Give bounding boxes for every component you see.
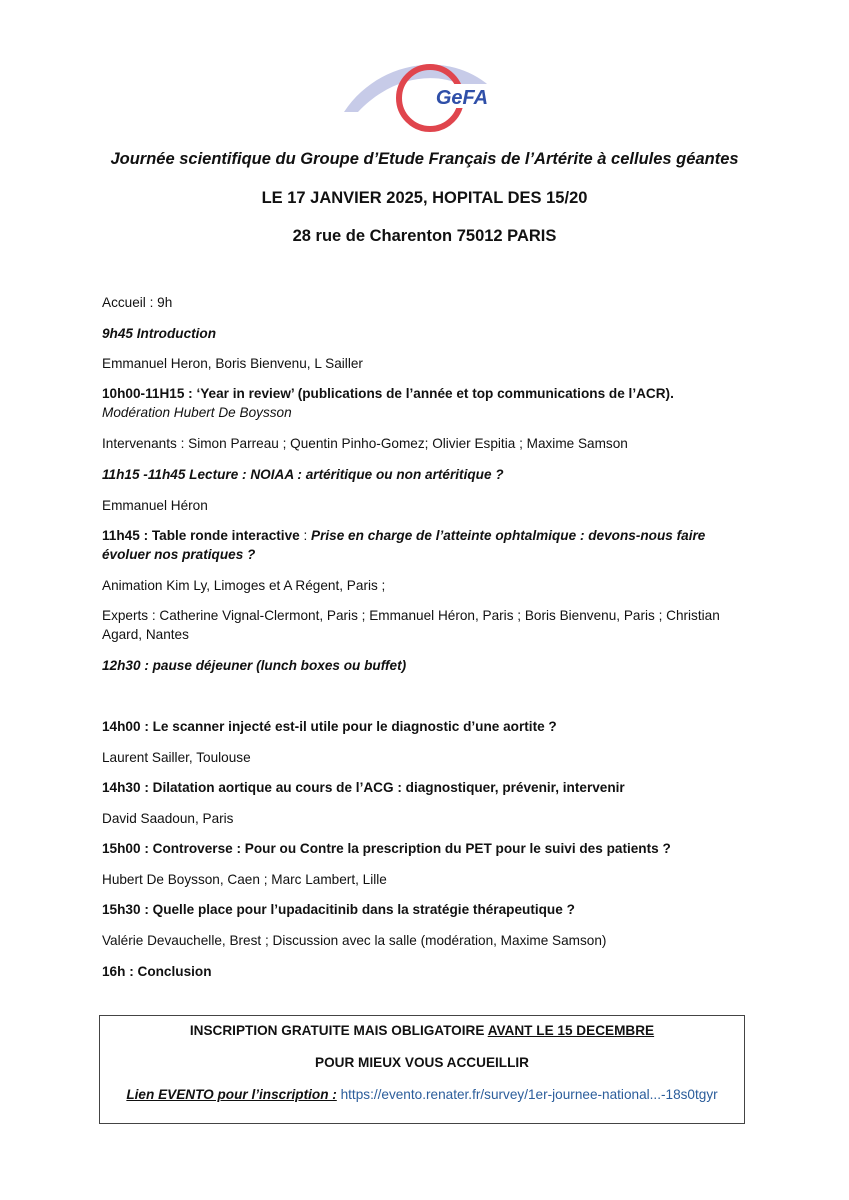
registration-link-line (100, 1087, 744, 1102)
registration-deadline: AVANT LE 15 DECEMBRE (487, 1023, 655, 1038)
scanner-speaker: Laurent Sailler, Toulouse (102, 750, 251, 765)
dilatation-session: 14h30 : Dilatation aortique au cours de l’ACG : diagnostiquer, prévenir, intervenir (102, 780, 625, 795)
roundtable-session (102, 526, 752, 545)
roundtable-prefix: 11h45 : Table ronde interactive (102, 528, 300, 543)
registration-link[interactable]: https://evento.renater.fr/survey/1er-journee-national...-18s0tgyr (340, 1087, 718, 1102)
roundtable-topic: Prise en charge de l’atteinte ophtalmique : devons-nous faire (311, 528, 706, 543)
welcome-time: Accueil : 9h (102, 295, 173, 310)
gefa-logo (340, 52, 505, 142)
roundtable-separator: : (299, 528, 312, 543)
upadacitinib-speakers: Valérie Devauchelle, Brest ; Discussion avec la salle (modération, Maxime Samson) (102, 933, 607, 948)
review-session: 10h00-11H15 : ‘Year in review’ (publications de l’année et top communications de l’ACR). (102, 386, 674, 401)
event-date-place: LE 17 JANVIER 2025, HOPITAL DES 15/20 (261, 189, 588, 207)
logo-text: GeFA (435, 87, 489, 109)
scanner-session: 14h00 : Le scanner injecté est-il utile pour le diagnostic d’une aortite ? (102, 719, 557, 734)
controversy-session: 15h00 : Controverse : Pour ou Contre la prescription du PET pour le suivi des patients ? (102, 841, 671, 856)
lecture-session: 11h15 -11h45 Lecture : NOIAA : artéritique ou non artéritique ? (102, 467, 504, 482)
intro-session: 9h45 Introduction (102, 326, 217, 341)
review-speakers: Intervenants : Simon Parreau ; Quentin Pinho-Gomez; Olivier Espitia ; Maxime Samson (102, 436, 628, 451)
registration-link-label: Lien EVENTO pour l’inscription : (126, 1087, 337, 1102)
registration-notice (100, 1023, 744, 1038)
dilatation-speaker: David Saadoun, Paris (102, 811, 234, 826)
event-title: Journée scientifique du Groupe d’Etude Français de l’Artérite à cellules géantes (110, 150, 739, 168)
registration-welcome: POUR MIEUX VOUS ACCUEILLIR (315, 1055, 529, 1070)
review-moderation: Modération Hubert De Boysson (102, 405, 292, 420)
controversy-speakers: Hubert De Boysson, Caen ; Marc Lambert, Lille (102, 872, 387, 887)
roundtable-experts-continued: Agard, Nantes (102, 627, 189, 642)
upadacitinib-session: 15h30 : Quelle place pour l’upadacitinib dans la stratégie thérapeutique ? (102, 902, 575, 917)
registration-box (99, 1015, 745, 1124)
registration-notice-prefix: INSCRIPTION GRATUITE MAIS OBLIGATOIRE (189, 1023, 488, 1038)
roundtable-topic-continued: évoluer nos pratiques ? (102, 547, 256, 562)
conclusion-session: 16h : Conclusion (102, 964, 212, 979)
intro-speakers: Emmanuel Heron, Boris Bienvenu, L Sailler (102, 356, 363, 371)
event-address: 28 rue de Charenton 75012 PARIS (292, 227, 557, 245)
lecture-speaker: Emmanuel Héron (102, 498, 208, 513)
roundtable-experts: Experts : Catherine Vignal-Clermont, Paris ; Emmanuel Héron, Paris ; Boris Bienvenu, Paris ; Christian (102, 608, 720, 623)
lunch-break: 12h30 : pause déjeuner (lunch boxes ou buffet) (102, 658, 407, 673)
roundtable-animation: Animation Kim Ly, Limoges et A Régent, Paris ; (102, 578, 386, 593)
